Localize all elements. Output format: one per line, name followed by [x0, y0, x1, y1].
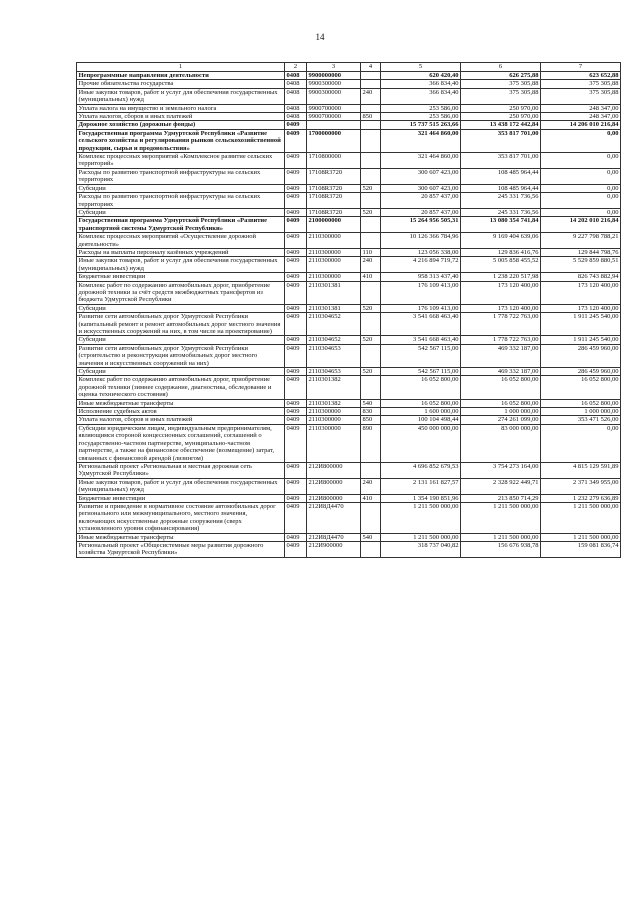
expense-kind-cell: 240: [361, 478, 381, 494]
expense-kind-cell: [361, 344, 381, 367]
section-code-cell: 0408: [285, 88, 307, 104]
amount-cell: 958 313 437,40: [381, 273, 461, 281]
table-row: [77, 80, 621, 88]
amount-cell: 286 459 960,00: [541, 344, 621, 367]
amount-cell: 129 836 416,76: [461, 248, 541, 256]
amount-cell: 3 541 668 463,40: [381, 313, 461, 336]
row-name-cell: Исполнение судебных актов: [77, 408, 285, 416]
amount-cell: 375 305,88: [461, 80, 541, 88]
section-code-cell: 0409: [285, 376, 307, 399]
target-code-cell: 2110304653: [307, 368, 361, 376]
section-code-cell: 0409: [285, 121, 307, 129]
section-code-cell: 0408: [285, 113, 307, 121]
table-row: [77, 304, 621, 312]
column-header: 1: [77, 63, 285, 72]
target-code-cell: 212И800000: [307, 478, 361, 494]
section-code-cell: 0409: [285, 168, 307, 184]
table-row: [77, 408, 621, 416]
row-name-cell: Комплекс работ по содержанию автомобильных дорог, приобретение дорожной техники за счёт средств межбюджетных трансфертов из бюджета Удмуртской Республики: [77, 281, 285, 304]
target-code-cell: 2110300000: [307, 273, 361, 281]
section-code-cell: 0409: [285, 424, 307, 462]
amount-cell: 245 331 736,56: [461, 208, 541, 216]
table-row: [77, 494, 621, 502]
amount-cell: 13 080 354 741,84: [461, 217, 541, 233]
row-name-cell: Иные межбюджетные трансферты: [77, 533, 285, 541]
table-row: [77, 502, 621, 533]
amount-cell: 626 275,88: [461, 72, 541, 80]
amount-cell: 0,00: [541, 129, 621, 152]
table-row: [77, 368, 621, 376]
section-code-cell: 0409: [285, 233, 307, 249]
target-code-cell: 17108R3720: [307, 193, 361, 209]
target-code-cell: 9900000000: [307, 72, 361, 80]
amount-cell: 10 126 366 784,96: [381, 233, 461, 249]
section-code-cell: 0409: [285, 257, 307, 273]
amount-cell: 129 844 798,76: [541, 248, 621, 256]
target-code-cell: 212И8Д4470: [307, 533, 361, 541]
expense-kind-cell: [361, 217, 381, 233]
target-code-cell: 2110300000: [307, 257, 361, 273]
section-code-cell: 0409: [285, 368, 307, 376]
row-name-cell: Развитие и приведение в нормативное состояние автомобильных дорог регионального или межмуниципального, местного значения, включающих искусственные дорожные сооружения (сверх установленного уровня софинансирования): [77, 502, 285, 533]
expense-kind-cell: [361, 502, 381, 533]
table-row: [77, 184, 621, 192]
target-code-cell: 2110301382: [307, 399, 361, 407]
expense-kind-cell: [361, 80, 381, 88]
section-code-cell: 0409: [285, 193, 307, 209]
amount-cell: 176 109 413,00: [381, 281, 461, 304]
target-code-cell: 212И800000: [307, 494, 361, 502]
table-row: [77, 153, 621, 169]
section-code-cell: 0409: [285, 533, 307, 541]
amount-cell: 250 970,00: [461, 113, 541, 121]
amount-cell: 375 305,88: [461, 88, 541, 104]
target-code-cell: 9900700000: [307, 113, 361, 121]
amount-cell: 253 586,00: [381, 113, 461, 121]
amount-cell: 353 817 701,00: [461, 153, 541, 169]
amount-cell: 1 911 245 540,00: [541, 313, 621, 336]
amount-cell: 173 120 400,00: [461, 304, 541, 312]
expense-kind-cell: 240: [361, 88, 381, 104]
amount-cell: 826 743 882,94: [541, 273, 621, 281]
expense-kind-cell: [361, 129, 381, 152]
amount-cell: 250 970,00: [461, 104, 541, 112]
expense-kind-cell: [361, 104, 381, 112]
section-code-cell: 0409: [285, 478, 307, 494]
row-name-cell: Расходы по развитию транспортной инфраструктуры на сельских территориях: [77, 168, 285, 184]
amount-cell: 469 332 187,00: [461, 368, 541, 376]
target-code-cell: 2110300000: [307, 416, 361, 424]
amount-cell: 15 264 956 505,31: [381, 217, 461, 233]
expense-kind-cell: 520: [361, 304, 381, 312]
target-code-cell: 2110300000: [307, 424, 361, 462]
table-row: [77, 313, 621, 336]
amount-cell: 9 169 404 639,06: [461, 233, 541, 249]
amount-cell: 2 371 349 955,00: [541, 478, 621, 494]
amount-cell: 253 586,00: [381, 104, 461, 112]
amount-cell: 16 052 800,00: [461, 399, 541, 407]
budget-table: [76, 62, 621, 558]
table-row: [77, 344, 621, 367]
row-name-cell: Иные межбюджетные трансферты: [77, 399, 285, 407]
amount-cell: 286 459 960,00: [541, 368, 621, 376]
table-row: [77, 541, 621, 557]
amount-cell: 366 834,40: [381, 88, 461, 104]
amount-cell: 353 471 526,00: [541, 416, 621, 424]
row-name-cell: Региональный проект «Общесистемные меры развития дорожного хозяйства Удмуртской Республики»: [77, 541, 285, 557]
row-name-cell: Уплата налогов, сборов и иных платежей: [77, 113, 285, 121]
expense-kind-cell: 850: [361, 113, 381, 121]
amount-cell: 2 328 922 449,71: [461, 478, 541, 494]
table-row: [77, 233, 621, 249]
expense-kind-cell: [361, 153, 381, 169]
amount-cell: 123 056 338,00: [381, 248, 461, 256]
amount-cell: 0,00: [541, 168, 621, 184]
expense-kind-cell: 540: [361, 533, 381, 541]
amount-cell: 173 120 400,00: [541, 304, 621, 312]
row-name-cell: Иные закупки товаров, работ и услуг для обеспечения государственных (муниципальных) нужд: [77, 257, 285, 273]
row-name-cell: Комплекс процессных мероприятий «Комплексное развитие сельских территорий»: [77, 153, 285, 169]
row-name-cell: Региональный проект «Региональная и местная дорожная сеть Удмуртской Республики»: [77, 462, 285, 478]
amount-cell: 300 607 423,00: [381, 184, 461, 192]
section-code-cell: 0409: [285, 344, 307, 367]
amount-cell: 20 857 437,00: [381, 193, 461, 209]
row-name-cell: Дорожное хозяйство (дорожные фонды): [77, 121, 285, 129]
target-code-cell: 9900300000: [307, 88, 361, 104]
expense-kind-cell: 410: [361, 273, 381, 281]
section-code-cell: 0409: [285, 217, 307, 233]
target-code-cell: 9900700000: [307, 104, 361, 112]
column-header: 4: [361, 63, 381, 72]
amount-cell: 4 696 852 679,53: [381, 462, 461, 478]
table-row: [77, 193, 621, 209]
amount-cell: 318 737 040,82: [381, 541, 461, 557]
amount-cell: 16 052 800,00: [381, 399, 461, 407]
amount-cell: 173 120 400,00: [541, 281, 621, 304]
row-name-cell: Уплата налогов, сборов и иных платежей: [77, 416, 285, 424]
amount-cell: 16 052 800,00: [541, 399, 621, 407]
amount-cell: 542 567 115,00: [381, 368, 461, 376]
section-code-cell: 0409: [285, 399, 307, 407]
amount-cell: 3 754 273 164,00: [461, 462, 541, 478]
row-name-cell: Субсидии: [77, 304, 285, 312]
amount-cell: 16 052 800,00: [381, 376, 461, 399]
expense-kind-cell: 890: [361, 424, 381, 462]
amount-cell: 1 000 000,00: [541, 408, 621, 416]
section-code-cell: 0409: [285, 248, 307, 256]
target-code-cell: 212И900000: [307, 541, 361, 557]
table-row: [77, 273, 621, 281]
section-code-cell: 0409: [285, 208, 307, 216]
table-row: [77, 336, 621, 344]
column-header: 3: [307, 63, 361, 72]
amount-cell: 623 652,88: [541, 72, 621, 80]
target-code-cell: 212И8Д4470: [307, 502, 361, 533]
table-row: [77, 88, 621, 104]
row-name-cell: Государственная программа Удмуртской Республики «Развитие сельского хозяйства и регулирования рынков сельскохозяйственной продукции, сырья и продовольствия»: [77, 129, 285, 152]
table-row: [77, 248, 621, 256]
row-name-cell: Комплекс процессных мероприятий «Осуществление дорожной деятельности»: [77, 233, 285, 249]
amount-cell: 1 211 500 000,00: [461, 502, 541, 533]
section-code-cell: 0409: [285, 273, 307, 281]
expense-kind-cell: [361, 376, 381, 399]
amount-cell: 1 211 500 000,00: [541, 502, 621, 533]
target-code-cell: 2110300000: [307, 248, 361, 256]
row-name-cell: Субсидии: [77, 208, 285, 216]
row-name-cell: Субсидии: [77, 336, 285, 344]
amount-cell: 13 438 172 442,84: [461, 121, 541, 129]
amount-cell: 173 120 400,00: [461, 281, 541, 304]
amount-cell: 14 202 010 216,84: [541, 217, 621, 233]
amount-cell: 4 216 894 719,72: [381, 257, 461, 273]
amount-cell: 156 676 938,78: [461, 541, 541, 557]
amount-cell: 274 261 099,00: [461, 416, 541, 424]
target-code-cell: 212И800000: [307, 462, 361, 478]
amount-cell: 0,00: [541, 193, 621, 209]
row-name-cell: Расходы по развитию транспортной инфраструктуры на сельских территориях: [77, 193, 285, 209]
expense-kind-cell: 830: [361, 408, 381, 416]
amount-cell: 1 232 279 636,89: [541, 494, 621, 502]
amount-cell: 0,00: [541, 153, 621, 169]
target-code-cell: 17108R3720: [307, 184, 361, 192]
target-code-cell: 2100000000: [307, 217, 361, 233]
target-code-cell: 2110301382: [307, 376, 361, 399]
section-code-cell: 0409: [285, 416, 307, 424]
section-code-cell: 0409: [285, 313, 307, 336]
row-name-cell: Иные закупки товаров, работ и услуг для обеспечения государственных (муниципальных) нужд: [77, 88, 285, 104]
amount-cell: 1 211 500 000,00: [381, 502, 461, 533]
expense-kind-cell: 520: [361, 336, 381, 344]
section-code-cell: 0409: [285, 281, 307, 304]
amount-cell: 5 005 858 455,52: [461, 257, 541, 273]
section-code-cell: 0409: [285, 541, 307, 557]
amount-cell: 14 206 010 216,84: [541, 121, 621, 129]
amount-cell: 248 347,00: [541, 113, 621, 121]
row-name-cell: Бюджетные инвестиции: [77, 494, 285, 502]
target-code-cell: 2110304653: [307, 344, 361, 367]
expense-kind-cell: 110: [361, 248, 381, 256]
table-row: [77, 399, 621, 407]
amount-cell: 1 211 500 000,00: [461, 533, 541, 541]
table-row: [77, 416, 621, 424]
column-header: 7: [541, 63, 621, 72]
amount-cell: 1 911 245 540,00: [541, 336, 621, 344]
column-header: 5: [381, 63, 461, 72]
row-name-cell: Непрограммные направления деятельности: [77, 72, 285, 80]
expense-kind-cell: 520: [361, 208, 381, 216]
amount-cell: 620 420,40: [381, 72, 461, 80]
amount-cell: 0,00: [541, 184, 621, 192]
row-name-cell: Прочие обязательства государства: [77, 80, 285, 88]
amount-cell: 248 347,00: [541, 104, 621, 112]
expense-kind-cell: [361, 168, 381, 184]
row-name-cell: Бюджетные инвестиции: [77, 273, 285, 281]
amount-cell: 108 485 964,44: [461, 168, 541, 184]
amount-cell: 16 052 800,00: [541, 376, 621, 399]
amount-cell: 366 834,40: [381, 80, 461, 88]
section-code-cell: 0408: [285, 80, 307, 88]
amount-cell: 1 211 500 000,00: [381, 533, 461, 541]
column-header: 6: [461, 63, 541, 72]
row-name-cell: Уплата налога на имущество и земельного налога: [77, 104, 285, 112]
amount-cell: 15 737 515 263,66: [381, 121, 461, 129]
target-code-cell: 9900300000: [307, 80, 361, 88]
amount-cell: 9 227 798 788,21: [541, 233, 621, 249]
expense-kind-cell: [361, 281, 381, 304]
section-code-cell: 0409: [285, 184, 307, 192]
target-code-cell: 1700000000: [307, 129, 361, 152]
row-name-cell: Субсидии: [77, 184, 285, 192]
row-name-cell: Развитие сети автомобильных дорог Удмуртской Республики (капитальный ремонт и ремонт автомобильных дорог местного значения и искусственных сооружений на них, в том числе на проектирование): [77, 313, 285, 336]
section-code-cell: 0409: [285, 129, 307, 152]
table-row: [77, 129, 621, 152]
expense-kind-cell: [361, 72, 381, 80]
page-number: 14: [315, 32, 325, 42]
target-code-cell: 2110300000: [307, 233, 361, 249]
expense-kind-cell: 540: [361, 399, 381, 407]
target-code-cell: 17108R3720: [307, 168, 361, 184]
amount-cell: 1 778 722 763,00: [461, 313, 541, 336]
expense-kind-cell: [361, 541, 381, 557]
amount-cell: 321 464 860,00: [381, 153, 461, 169]
amount-cell: 1 600 000,00: [381, 408, 461, 416]
amount-cell: 159 081 836,74: [541, 541, 621, 557]
table-row: [77, 104, 621, 112]
amount-cell: 469 332 187,00: [461, 344, 541, 367]
row-name-cell: Комплекс работ по содержанию автомобильных дорог, приобретение дорожной техники (зимнее содержание, диагностика, обследование и оценка технического состояния): [77, 376, 285, 399]
section-code-cell: 0409: [285, 304, 307, 312]
expense-kind-cell: 520: [361, 368, 381, 376]
amount-cell: 300 607 423,00: [381, 168, 461, 184]
amount-cell: 1 000 000,00: [461, 408, 541, 416]
table-row: [77, 121, 621, 129]
expense-kind-cell: [361, 313, 381, 336]
target-code-cell: 2110301381: [307, 304, 361, 312]
section-code-cell: 0409: [285, 408, 307, 416]
table-row: [77, 113, 621, 121]
row-name-cell: Развитие сети автомобильных дорог Удмуртской Республики (строительство и реконструкция автомобильных дорог местного значения и искусственных сооружений на них): [77, 344, 285, 367]
table-row: [77, 257, 621, 273]
target-code-cell: 2110304652: [307, 313, 361, 336]
amount-cell: 2 131 161 827,57: [381, 478, 461, 494]
amount-cell: 321 464 860,00: [381, 129, 461, 152]
target-code-cell: 2110301381: [307, 281, 361, 304]
row-name-cell: Субсидии: [77, 368, 285, 376]
target-code-cell: 17108R3720: [307, 208, 361, 216]
amount-cell: 83 000 000,00: [461, 424, 541, 462]
expense-kind-cell: 850: [361, 416, 381, 424]
amount-cell: 4 815 129 591,89: [541, 462, 621, 478]
table-row: [77, 462, 621, 478]
target-code-cell: [307, 121, 361, 129]
section-code-cell: 0408: [285, 104, 307, 112]
row-name-cell: Субсидии юридическим лицам, индивидуальным предпринимателям, являющимся стороной концессионных соглашений, соглашений о государственно-частном партнерстве, муниципально-частном партнерстве, а также на финансовое обеспечение (возмещение) затрат, связанных с финансовой арендой (лизингом): [77, 424, 285, 462]
amount-cell: 353 817 701,00: [461, 129, 541, 152]
amount-cell: 100 104 498,44: [381, 416, 461, 424]
expense-kind-cell: [361, 233, 381, 249]
expense-kind-cell: [361, 193, 381, 209]
table-header-row: [77, 63, 621, 72]
row-name-cell: Государственная программа Удмуртской Республики «Развитие транспортной системы Удмуртской Республики»: [77, 217, 285, 233]
amount-cell: 16 052 800,00: [461, 376, 541, 399]
amount-cell: 1 778 722 763,00: [461, 336, 541, 344]
amount-cell: 1 211 500 000,00: [541, 533, 621, 541]
table-body: [77, 72, 621, 558]
table-row: [77, 72, 621, 80]
section-code-cell: 0409: [285, 336, 307, 344]
column-header: 2: [285, 63, 307, 72]
row-name-cell: Расходы на выплаты персоналу казённых учреждений: [77, 248, 285, 256]
target-code-cell: 2110304652: [307, 336, 361, 344]
amount-cell: 375 305,88: [541, 80, 621, 88]
table-row: [77, 168, 621, 184]
table-row: [77, 376, 621, 399]
target-code-cell: 1710800000: [307, 153, 361, 169]
amount-cell: 20 857 437,00: [381, 208, 461, 216]
amount-cell: 108 485 964,44: [461, 184, 541, 192]
amount-cell: 245 331 736,56: [461, 193, 541, 209]
amount-cell: 542 567 115,00: [381, 344, 461, 367]
section-code-cell: 0408: [285, 72, 307, 80]
target-code-cell: 2110300000: [307, 408, 361, 416]
amount-cell: 3 541 668 463,40: [381, 336, 461, 344]
section-code-cell: 0409: [285, 494, 307, 502]
expense-kind-cell: [361, 121, 381, 129]
table-row: [77, 478, 621, 494]
amount-cell: 5 529 859 880,51: [541, 257, 621, 273]
expense-kind-cell: 410: [361, 494, 381, 502]
amount-cell: 213 850 714,29: [461, 494, 541, 502]
table-row: [77, 281, 621, 304]
expense-kind-cell: 520: [361, 184, 381, 192]
amount-cell: 0,00: [541, 208, 621, 216]
section-code-cell: 0409: [285, 502, 307, 533]
expense-kind-cell: 240: [361, 257, 381, 273]
table-row: [77, 217, 621, 233]
expense-kind-cell: [361, 462, 381, 478]
amount-cell: 176 109 413,00: [381, 304, 461, 312]
table-row: [77, 424, 621, 462]
section-code-cell: 0409: [285, 462, 307, 478]
amount-cell: 1 354 190 851,96: [381, 494, 461, 502]
amount-cell: 1 238 220 517,98: [461, 273, 541, 281]
table-row: [77, 208, 621, 216]
section-code-cell: 0409: [285, 153, 307, 169]
amount-cell: 375 305,88: [541, 88, 621, 104]
amount-cell: 450 000 000,00: [381, 424, 461, 462]
table-row: [77, 533, 621, 541]
amount-cell: 0,00: [541, 424, 621, 462]
row-name-cell: Иные закупки товаров, работ и услуг для обеспечения государственных (муниципальных) нужд: [77, 478, 285, 494]
